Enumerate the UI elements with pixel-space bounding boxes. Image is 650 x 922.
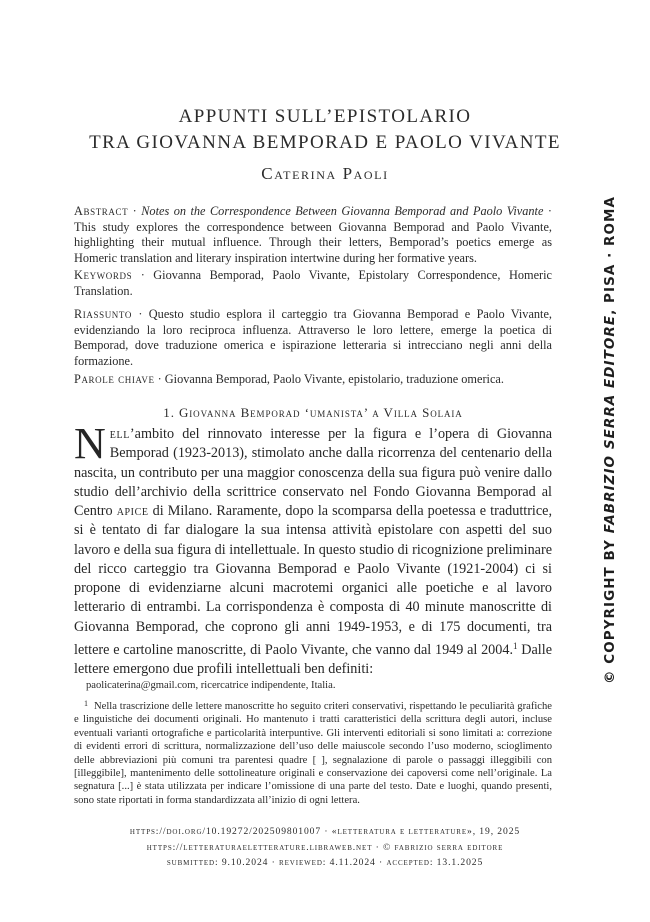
- footer-website-line: https://letteraturaeletterature.libraweb.net · © fabrizio serra editore: [146, 842, 504, 853]
- author-name: Caterina Paoli: [261, 164, 389, 183]
- footer-dates-line: submitted: 9.10.2024 · reviewed: 4.11.2024 · accepted: 13.1.2025: [166, 857, 484, 868]
- drop-cap: N: [74, 419, 106, 468]
- footnote-text: Nella trascrizione delle lettere manoscritte ho seguito criteri conservativi, rispettando le peculiarità grafiche e linguistiche dei documenti originali. Ho mantenuto i tratti caratteristici della scrittura degli autori, incluse eventuali varianti ortografiche e particolarità interpuntive. Gli interventi editoriali si sono limitati a: correzione di evidenti errori di scrittura, normalizzazione dell’uso delle maiuscole secondo l’uso moderno, scioglimento delle abbreviazioni più comuni tra parentesi quadre [ ], segnalazione di parole o passaggi illeggibili con [illeggibile], mantenimento delle sottolineature originali e conservazione dei capoversi come nell’originale. La segnatura [...] è stata utilizzata per indicare l’omissione di una parte del testo. Date e luoghi, quando presenti, sono state riportati in forma standardizzata all’inizio di ogni lettera.: [74, 701, 552, 806]
- body-apice: apice: [116, 503, 149, 519]
- paper-title-line-2: TRA GIOVANNA BEMPORAD E PAOLO VIVANTE: [89, 132, 561, 153]
- abstract-english-title: Notes on the Correspondence Between Giovanna Bemporad and Paolo Vivante: [141, 204, 544, 218]
- riassunto: [74, 307, 552, 369]
- side-copyright-suffix: , PISA · ROMA: [602, 196, 618, 315]
- body-paragraph: [74, 419, 553, 679]
- side-copyright-notice: [598, 196, 622, 684]
- side-copyright-publisher: FABRIZIO SERRA EDITORE: [602, 314, 618, 534]
- body-text-part-1: ’ambito del rinnovato interesse per la figura e l’opera di Giovanna Bemporad (1923-2013), stimolato anche dalla ricorrenza del centenario della nascita, un contributo per una maggior conoscenza della sua figura può venire dallo studio dell’archivio della scrittrice conservato nel Fondo Giovanna Bemporad al Centro: [74, 426, 552, 519]
- paper-title-line-1: APPUNTI SULL’EPISTOLARIO: [178, 106, 472, 127]
- keywords-label: Keywords: [74, 268, 133, 282]
- parole-chiave: [74, 372, 552, 388]
- section-heading: 1. Giovanna Bemporad ‘umanista’ a Villa Solaia: [163, 405, 463, 420]
- paper-title: [40, 104, 610, 156]
- body-text-part-3: Dalle lettere emergono due profili intellettuali ben definiti:: [74, 641, 552, 677]
- riassunto-label: Riassunto: [74, 307, 132, 321]
- footer-doi-line: https://doi.org/10.19272/202509801007 · «letteratura e letterature», 19, 2025: [129, 826, 521, 837]
- abstract-separator: ·: [128, 204, 142, 218]
- side-copyright-prefix: © COPYRIGHT BY: [602, 533, 618, 684]
- keywords: [74, 268, 552, 299]
- footnote-reference[interactable]: 1: [513, 640, 518, 651]
- abstract-text: · This study explores the correspondence between Giovanna Bemporad and Paolo Vivante, highlighting their mutual influence. Through their letters, Bemporad’s poetics emerge as Homeric translation and literary inspiration intertwine during her formative years.: [74, 204, 552, 265]
- author-affiliation: paolicaterina@gmail.com, ricercatrice indipendente, Italia.: [86, 680, 336, 691]
- abstract: [74, 204, 552, 266]
- footnote-number: 1: [84, 699, 88, 708]
- body-text-part-2: di Milano. Raramente, dopo la scomparsa della poetessa e traduttrice, si è tentato di far dialogare la sua intensa attività epistolare con aspetti del suo lavoro e della sua figura di intellettuale. In questo studio di ricognizione preliminare del ricco carteggio tra Giovanna Bemporad e Paolo Vivante (1921-2004) ci si propone di evidenziarne alcuni macrotemi organici alle poetiche e al lavoro letterario di entrambi. La corrispondenza è composta di 40 minute manoscritte di Giovanna Bemporad, che coprono gli anni 1949-1953, e di 175 documenti, tra lettere e cartoline manoscritte, di Paolo Vivante, che vanno dal 1949 al 2004.: [74, 503, 553, 658]
- body-lead-smallcaps: ell: [109, 426, 130, 442]
- parole-chiave-text: · Giovanna Bemporad, Paolo Vivante, epistolario, traduzione omerica.: [154, 372, 504, 386]
- abstract-label: Abstract: [74, 204, 129, 218]
- footnote-1: [74, 697, 552, 807]
- riassunto-text: · Questo studio esplora il carteggio tra Giovanna Bemporad e Paolo Vivante, evidenziando la loro reciproca influenza. Attraverso le loro lettere, emerge la poetica di Bemporad, dove traduzione omerica e ispirazione letteraria si intrecciano negli anni della formazione.: [74, 307, 552, 368]
- keywords-text: · Giovanna Bemporad, Paolo Vivante, Epistolary Correspondence, Homeric Translation.: [74, 268, 552, 298]
- parole-chiave-label: Parole chiave: [74, 372, 155, 386]
